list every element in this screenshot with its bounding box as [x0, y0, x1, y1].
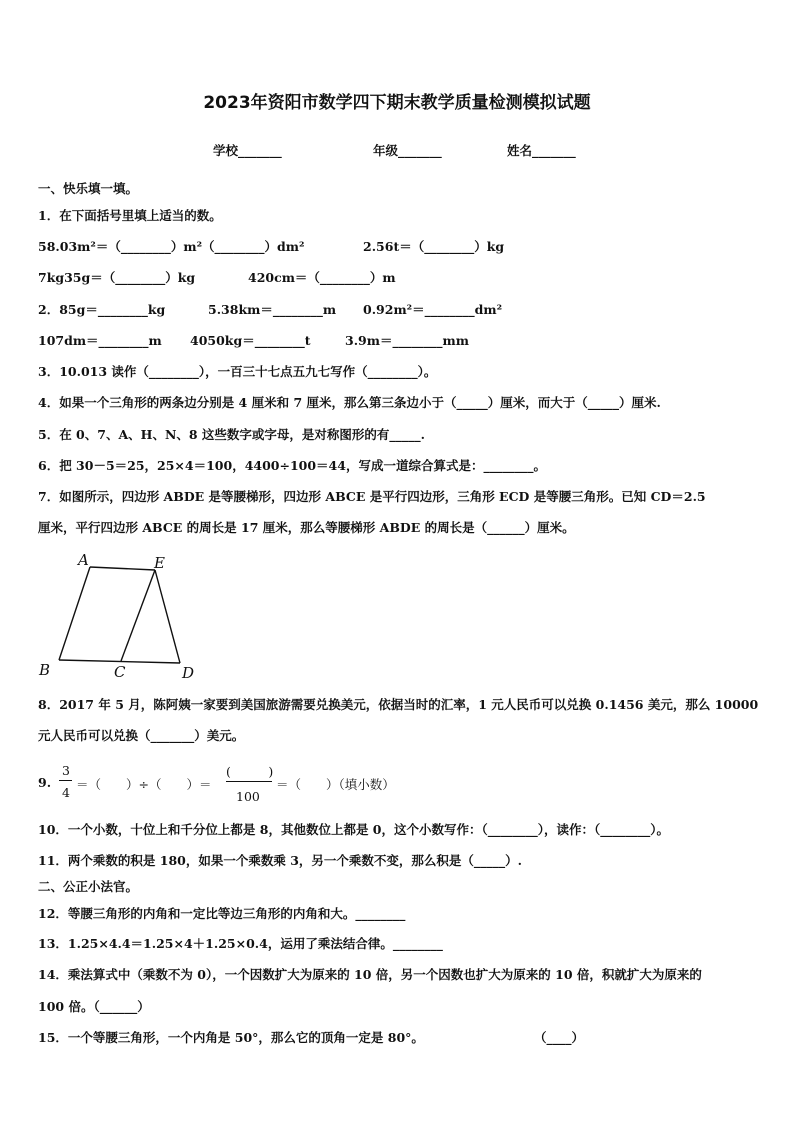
question-2-c: 0.92m²＝________dm² — [363, 302, 503, 317]
q9-fraction2-bar — [226, 781, 272, 782]
question-3: 3．10.013 读作（________），一百三十七点五九七写作（________）。 — [38, 364, 437, 379]
label-c: C — [114, 663, 126, 681]
question-7-line-1: 7．如图所示，四边形 ABDE 是等腰梯形，四边形 ABCE 是平行四边形，三角形 ECD 是等腰三角形。已知 CD＝2.5 — [38, 489, 706, 504]
question-1-c: 7kg35g＝（________）kg — [38, 270, 196, 285]
question-8-line-2: 元人民币可以兑换（_______）美元。 — [38, 728, 245, 743]
edge-ae — [90, 567, 155, 570]
question-2-d: 107dm＝________m — [38, 333, 162, 348]
question-7-line-2: 厘米，平行四边形 ABCE 的周长是 17 厘米，那么等腰梯形 ABDE 的周长是（______）厘米。 — [38, 520, 575, 535]
label-e: E — [154, 554, 165, 572]
label-d: D — [182, 664, 195, 682]
q9-fraction2-numerator: ( ) — [226, 764, 274, 779]
question-10: 10．一个小数，十位上和千分位上都是 8，其他数位上都是 0，这个小数写作：（________），读作：（________）。 — [38, 822, 669, 837]
trapezoid-figure — [30, 548, 210, 683]
question-13: 13．1.25×4.4＝1.25×4＋1.25×0.4，运用了乘法结合律。________ — [38, 936, 443, 951]
question-15-bracket: （____） — [534, 1030, 585, 1045]
question-2-b: 5.38km＝________m — [208, 302, 337, 317]
question-1-a: 58.03m²＝（________）m²（________）dm² — [38, 239, 305, 254]
q9-fraction2-denominator: 100 — [236, 789, 260, 804]
label-a: A — [78, 551, 89, 569]
page-title: 2023年资阳市数学四下期末教学质量检测模拟试题 — [203, 93, 591, 113]
question-14-line-1: 14．乘法算式中（乘数不为 0），一个因数扩大为原来的 10 倍，另一个因数也扩大为原来的 10 倍，积就扩大为原来的 — [38, 967, 702, 982]
q9-fraction-numerator: 3 — [62, 763, 70, 778]
question-2-a: 2．85g＝________kg — [38, 302, 166, 317]
section-2-heading: 二、公正小法官。 — [38, 879, 139, 894]
name-field: 姓名_______ — [507, 143, 576, 158]
question-2-f: 3.9m＝________mm — [345, 333, 469, 348]
question-1-stem: 1．在下面括号里填上适当的数。 — [38, 208, 222, 223]
question-6: 6．把 30－5＝25，25×4＝100，4400÷100＝44，写成一道综合算式是：________。 — [38, 458, 546, 473]
question-5: 5．在 0、7、A、H、N、8 这些数字或字母，是对称图形的有_____. — [38, 427, 426, 442]
question-9-number: 9. — [38, 775, 52, 790]
grade-field: 年级_______ — [373, 143, 442, 158]
question-1-d: 420cm＝（________）m — [248, 270, 396, 285]
section-1-heading: 一、快乐填一填。 — [38, 181, 139, 196]
question-1-b: 2.56t＝（________）kg — [363, 239, 505, 254]
question-14-line-2: 100 倍。（______） — [38, 999, 150, 1014]
edge-ec — [121, 570, 155, 661]
q9-tail: ＝（ ）（填小数） — [276, 777, 395, 792]
question-8-line-1: 8．2017 年 5 月，陈阿姨一家要到美国旅游需要兑换美元，依据当时的汇率，1 元人民币可以兑换 0.1456 美元，那么 10000 — [38, 697, 759, 712]
q9-fraction-denominator: 4 — [62, 785, 70, 800]
q9-fraction-bar — [59, 780, 72, 781]
edge-ed — [155, 570, 180, 663]
question-15: 15．一个等腰三角形，一个内角是 50°，那么它的顶角一定是 80°。 — [38, 1030, 424, 1045]
school-field: 学校_______ — [213, 143, 282, 158]
question-12: 12．等腰三角形的内角和一定比等边三角形的内角和大。________ — [38, 906, 406, 921]
question-11: 11．两个乘数的积是 180，如果一个乘数乘 3，另一个乘数不变，那么积是（_____）. — [38, 853, 522, 868]
label-b: B — [39, 661, 51, 679]
edge-ab — [59, 567, 90, 660]
q9-middle: ＝（ ）÷（ ）＝ — [76, 777, 212, 792]
question-4: 4．如果一个三角形的两条边分别是 4 厘米和 7 厘米，那么第三条边小于（_____）厘米，而大于（_____）厘米. — [38, 395, 661, 410]
question-2-e: 4050kg＝________t — [190, 333, 311, 348]
